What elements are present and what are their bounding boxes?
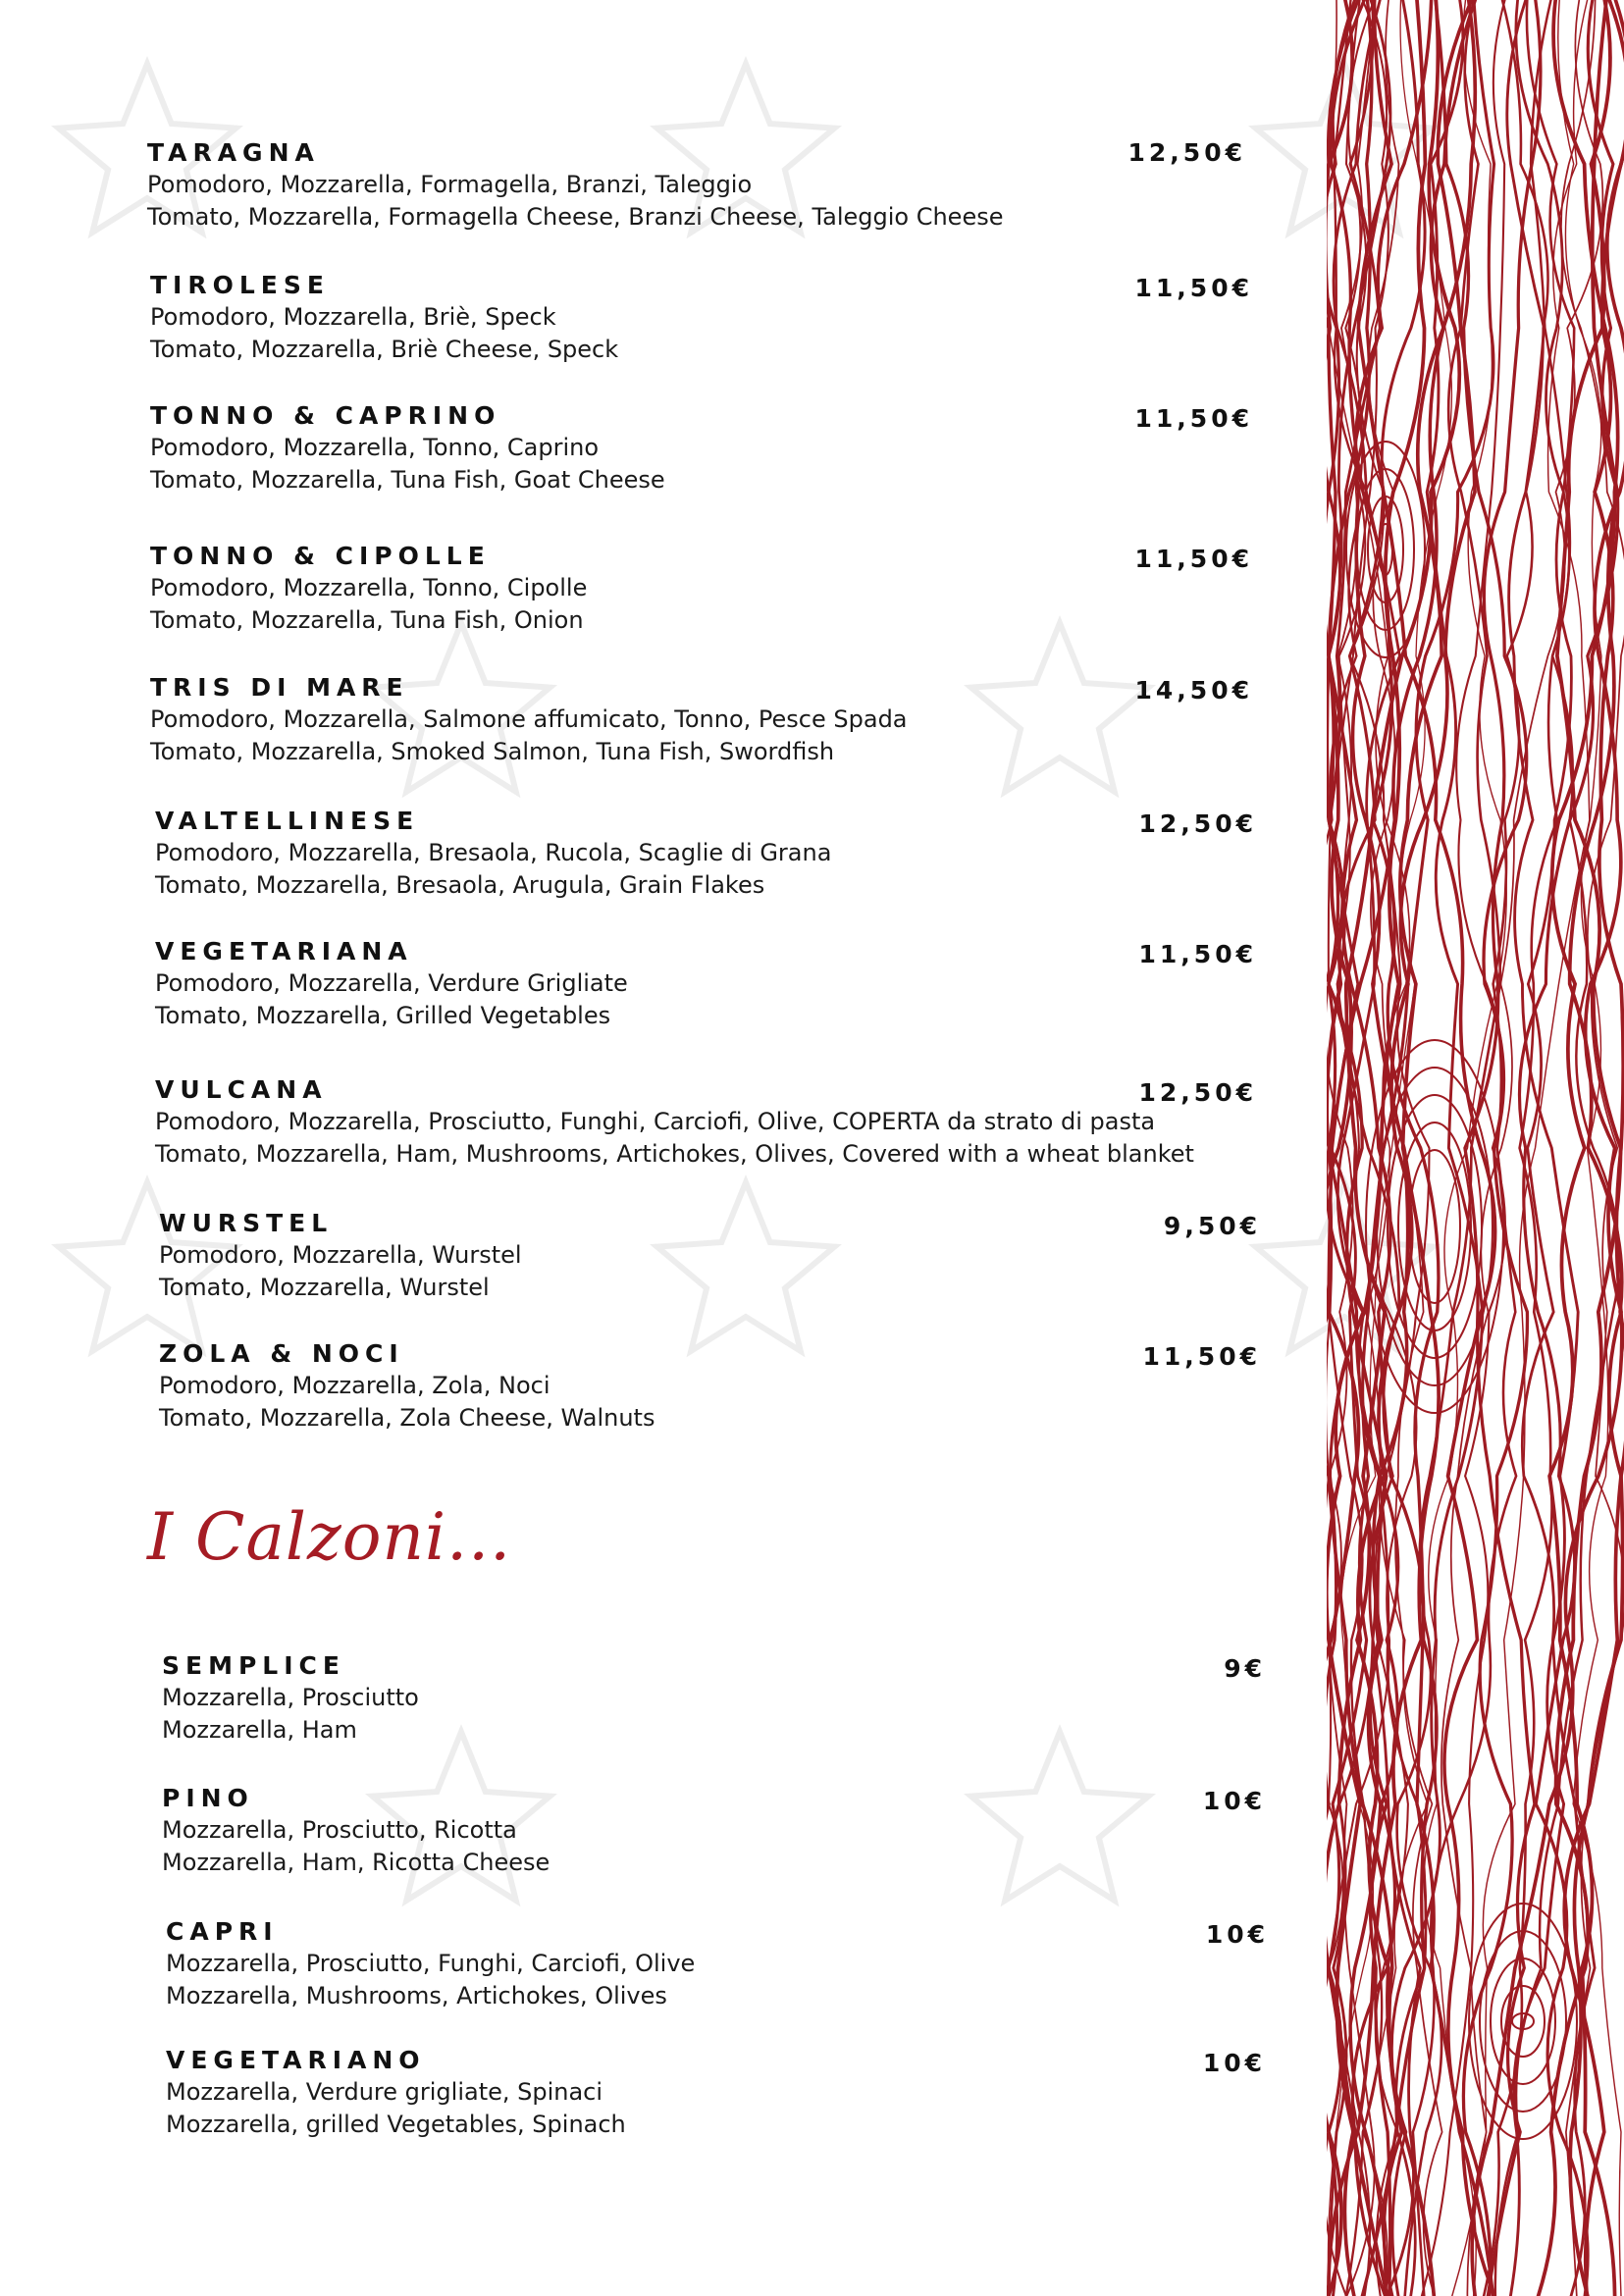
item-price-vulcana: 12,50€ [1138,1078,1257,1107]
item-price-vegetariana: 11,50€ [1138,940,1257,968]
item-desc-it: Mozzarella, Prosciutto, Funghi, Carciofi, Olive [166,1950,696,1977]
item-name: WURSTEL [159,1209,334,1237]
item-desc-en: Tomato, Mozzarella, Tuna Fish, Onion [150,606,584,634]
item-desc-en: Mozzarella, grilled Vegetables, Spinach [166,2111,626,2138]
item-desc-en: Tomato, Mozzarella, Tuna Fish, Goat Cheese [150,466,665,494]
item-price-pino: 10€ [1202,1787,1266,1815]
item-desc-en: Mozzarella, Ham [162,1716,357,1744]
item-price-taragna: 12,50€ [1127,138,1246,167]
item-desc-en: Tomato, Mozzarella, Formagella Cheese, Branzi Cheese, Taleggio Cheese [147,203,1004,231]
item-name: PINO [162,1784,254,1812]
item-desc-it: Pomodoro, Mozzarella, Briè, Speck [150,303,556,331]
item-desc-it: Pomodoro, Mozzarella, Verdure Grigliate [155,969,628,997]
item-name: VALTELLINESE [155,807,420,835]
item-desc-it: Mozzarella, Prosciutto, Ricotta [162,1816,517,1844]
item-desc-en: Tomato, Mozzarella, Wurstel [159,1274,490,1301]
item-name: TIROLESE [150,271,330,299]
item-desc-en: Mozzarella, Mushrooms, Artichokes, Olives [166,1982,667,2009]
item-desc-en: Tomato, Mozzarella, Zola Cheese, Walnuts [159,1404,655,1432]
wood-grain-stroke [1465,0,1541,2296]
item-name: VEGETARIANA [155,937,413,965]
item-desc-en: Tomato, Mozzarella, Grilled Vegetables [155,1002,611,1029]
item-price-tirolese: 11,50€ [1134,274,1253,302]
item-desc-en: Tomato, Mozzarella, Briè Cheese, Speck [150,336,619,363]
item-price-tonno-caprino: 11,50€ [1134,404,1253,433]
item-desc-it: Pomodoro, Mozzarella, Wurstel [159,1241,522,1269]
item-desc-it: Pomodoro, Mozzarella, Tonno, Cipolle [150,574,588,601]
wood-grain-stroke [1549,0,1618,2296]
item-price-tris-di-mare: 14,50€ [1134,676,1253,704]
item-price-valtellinese: 12,50€ [1138,809,1257,838]
item-name: VULCANA [155,1075,328,1104]
item-desc-en: Tomato, Mozzarella, Smoked Salmon, Tuna Fish, Swordfish [150,738,835,765]
item-desc-it: Mozzarella, Verdure grigliate, Spinaci [166,2078,603,2106]
item-name: TRIS DI MARE [150,673,409,702]
item-price-vegetariano: 10€ [1202,2049,1266,2077]
item-desc-it: Pomodoro, Mozzarella, Formagella, Branzi, Taleggio [147,171,753,198]
item-name: VEGETARIANO [166,2046,426,2074]
item-desc-it: Pomodoro, Mozzarella, Salmone affumicato, Tonno, Pesce Spada [150,705,908,733]
item-name: CAPRI [166,1917,279,1946]
item-name: TONNO & CAPRINO [150,401,501,430]
item-price-tonno-cipolle: 11,50€ [1134,545,1253,573]
item-desc-it: Mozzarella, Prosciutto [162,1684,419,1711]
item-desc-it: Pomodoro, Mozzarella, Bresaola, Rucola, Scaglie di Grana [155,839,832,866]
calzoni-section-title: I Calzoni... [147,1499,512,1575]
item-price-wurstel: 9,50€ [1163,1212,1261,1240]
item-price-zola-noci: 11,50€ [1142,1342,1261,1371]
item-name: TARAGNA [147,138,320,167]
item-price-capri: 10€ [1205,1920,1269,1949]
item-desc-it: Pomodoro, Mozzarella, Tonno, Caprino [150,434,600,461]
item-name: TONNO & CIPOLLE [150,542,491,570]
item-desc-en: Tomato, Mozzarella, Ham, Mushrooms, Artichokes, Olives, Covered with a wheat blanket [155,1140,1194,1168]
item-desc-en: Mozzarella, Ham, Ricotta Cheese [162,1849,550,1876]
item-price-semplice: 9€ [1224,1654,1266,1683]
wood-grain-stroke [1495,0,1619,2296]
item-desc-it: Pomodoro, Mozzarella, Prosciutto, Funghi, Carciofi, Olive, COPERTA da strato di pasta [155,1108,1156,1135]
item-desc-it: Pomodoro, Mozzarella, Zola, Noci [159,1372,550,1399]
item-name: SEMPLICE [162,1651,345,1680]
item-desc-en: Tomato, Mozzarella, Bresaola, Arugula, Grain Flakes [155,871,765,899]
item-name: ZOLA & NOCI [159,1339,404,1368]
wood-grain-decoration [1327,0,1624,2296]
